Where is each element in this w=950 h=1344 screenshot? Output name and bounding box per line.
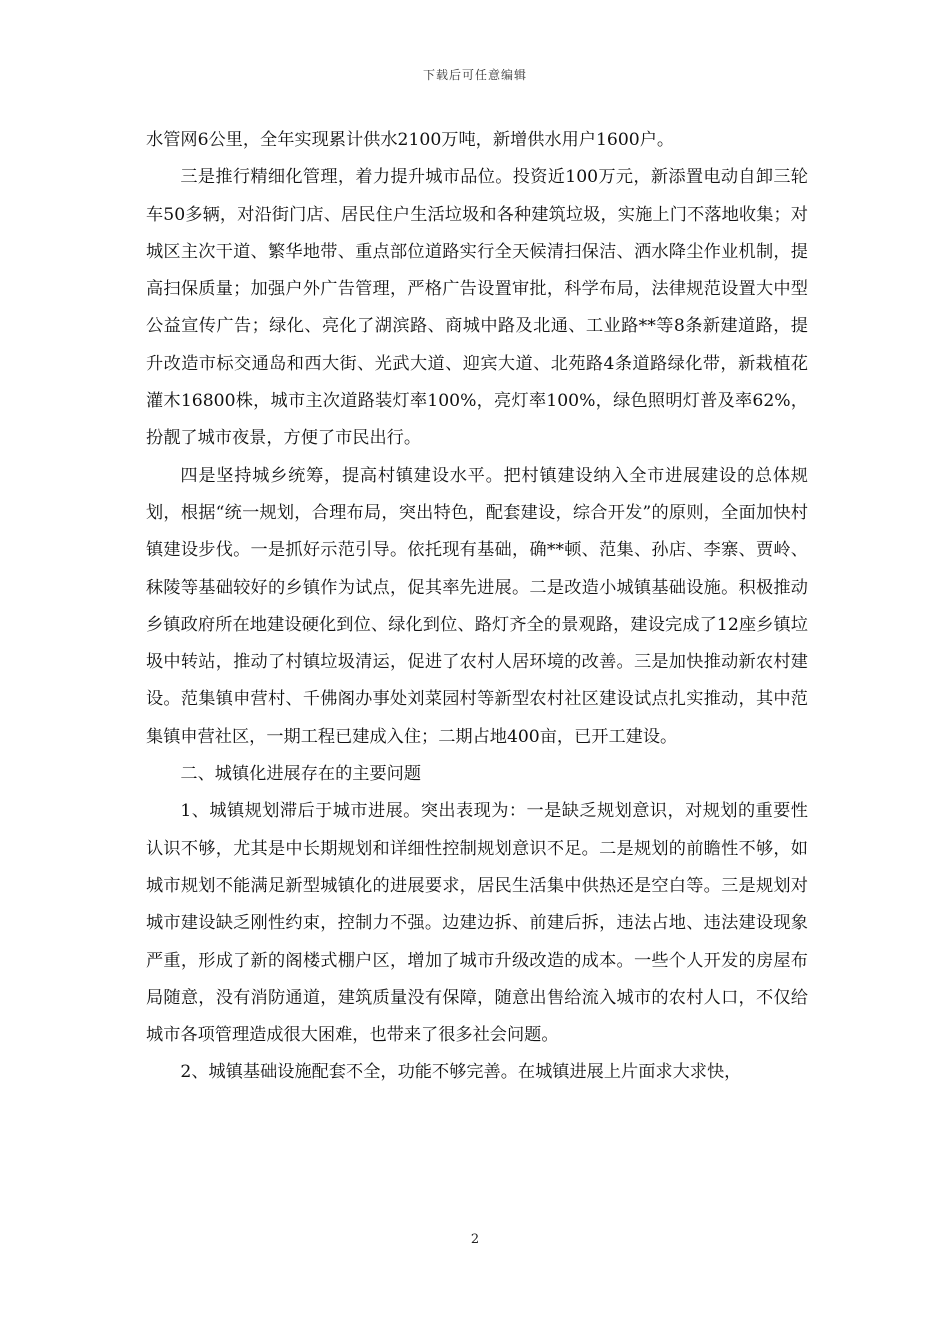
- paragraph-planning-lag: 1、城镇规划滞后于城市进展。突出表现为：一是缺乏规划意识，对规划的重要性认识不够，尤其是中长期规划和详细性控制规划意识不足。二是规划的前瞻性不够，如城市规划不能满足新型城镇化的进展要求，居民生活集中供热还是空白等。三是规划对城市建设缺乏刚性约束，控制力不强。边建边拆、前建后拆，违法占地、违法建设现象严重，形成了新的阁楼式棚户区，增加了城市升级改造的成本。一些个人开发的房屋布局随意，没有消防通道，建筑质量没有保障，随意出售给流入城市的农村人口，不仅给城市各项管理造成很大困难，也带来了很多社会问题。: [146, 801, 808, 1046]
- document-body: [146, 122, 808, 1092]
- page-number: 2: [470, 1232, 480, 1247]
- paragraph-continuation: 水管网6公里，全年实现累计供水2100万吨，新增供水用户1600户。: [146, 130, 675, 150]
- page-header: 下载后可任意编辑: [422, 68, 527, 82]
- paragraph-infrastructure: 2、城镇基础设施配套不全，功能不够完善。在城镇进展上片面求大求快，: [180, 1062, 742, 1083]
- section-heading-main-problems: 二、城镇化进展存在的主要问题: [180, 764, 422, 785]
- paragraph-urban-management: 三是推行精细化管理，着力提升城市品位。投资近100万元，新添置电动自卸三轮车50多辆，对沿街门店、居民住户生活垃圾和各种建筑垃圾，实施上门不落地收集；对城区主次干道、繁华地带、重点部位道路实行全天候清扫保洁、洒水降尘作业机制，提高扫保质量；加强户外广告管理，严格广告设置审批，科学布局，法律规范设置大中型公益宣传广告；绿化、亮化了湖滨路、商城中路及北通、工业路**等8条新建道路，提升改造市标交通岛和西大街、光武大道、迎宾大道、北苑路4条道路绿化带，新栽植花灌木16800株，城市主次道路装灯率100%，亮灯率100%，绿色照明灯普及率62%，扮靓了城市夜景，方便了市民出行。: [146, 167, 808, 449]
- paragraph-village-construction: 四是坚持城乡统筹，提高村镇建设水平。把村镇建设纳入全市进展建设的总体规划，根据“统一规划，合理布局，突出特色，配套建设，综合开发”的原则，全面加快村镇建设步伐。一是抓好示范引导。依托现有基础，确**顿、范集、孙店、李寨、贾岭、秣陵等基础较好的乡镇作为试点，促其率先进展。二是改造小城镇基础设施。积极推动乡镇政府所在地建设硬化到位、绿化到位、路灯齐全的景观路，建设完成了12座乡镇垃圾中转站，推动了村镇垃圾清运，促进了农村人居环境的改善。三是加快推动新农村建设。范集镇申营村、千佛阁办事处刘菜园村等新型农村社区建设试点扎实推动，其中范集镇申营社区，一期工程已建成入住；二期占地400亩，已开工建设。: [146, 465, 808, 747]
